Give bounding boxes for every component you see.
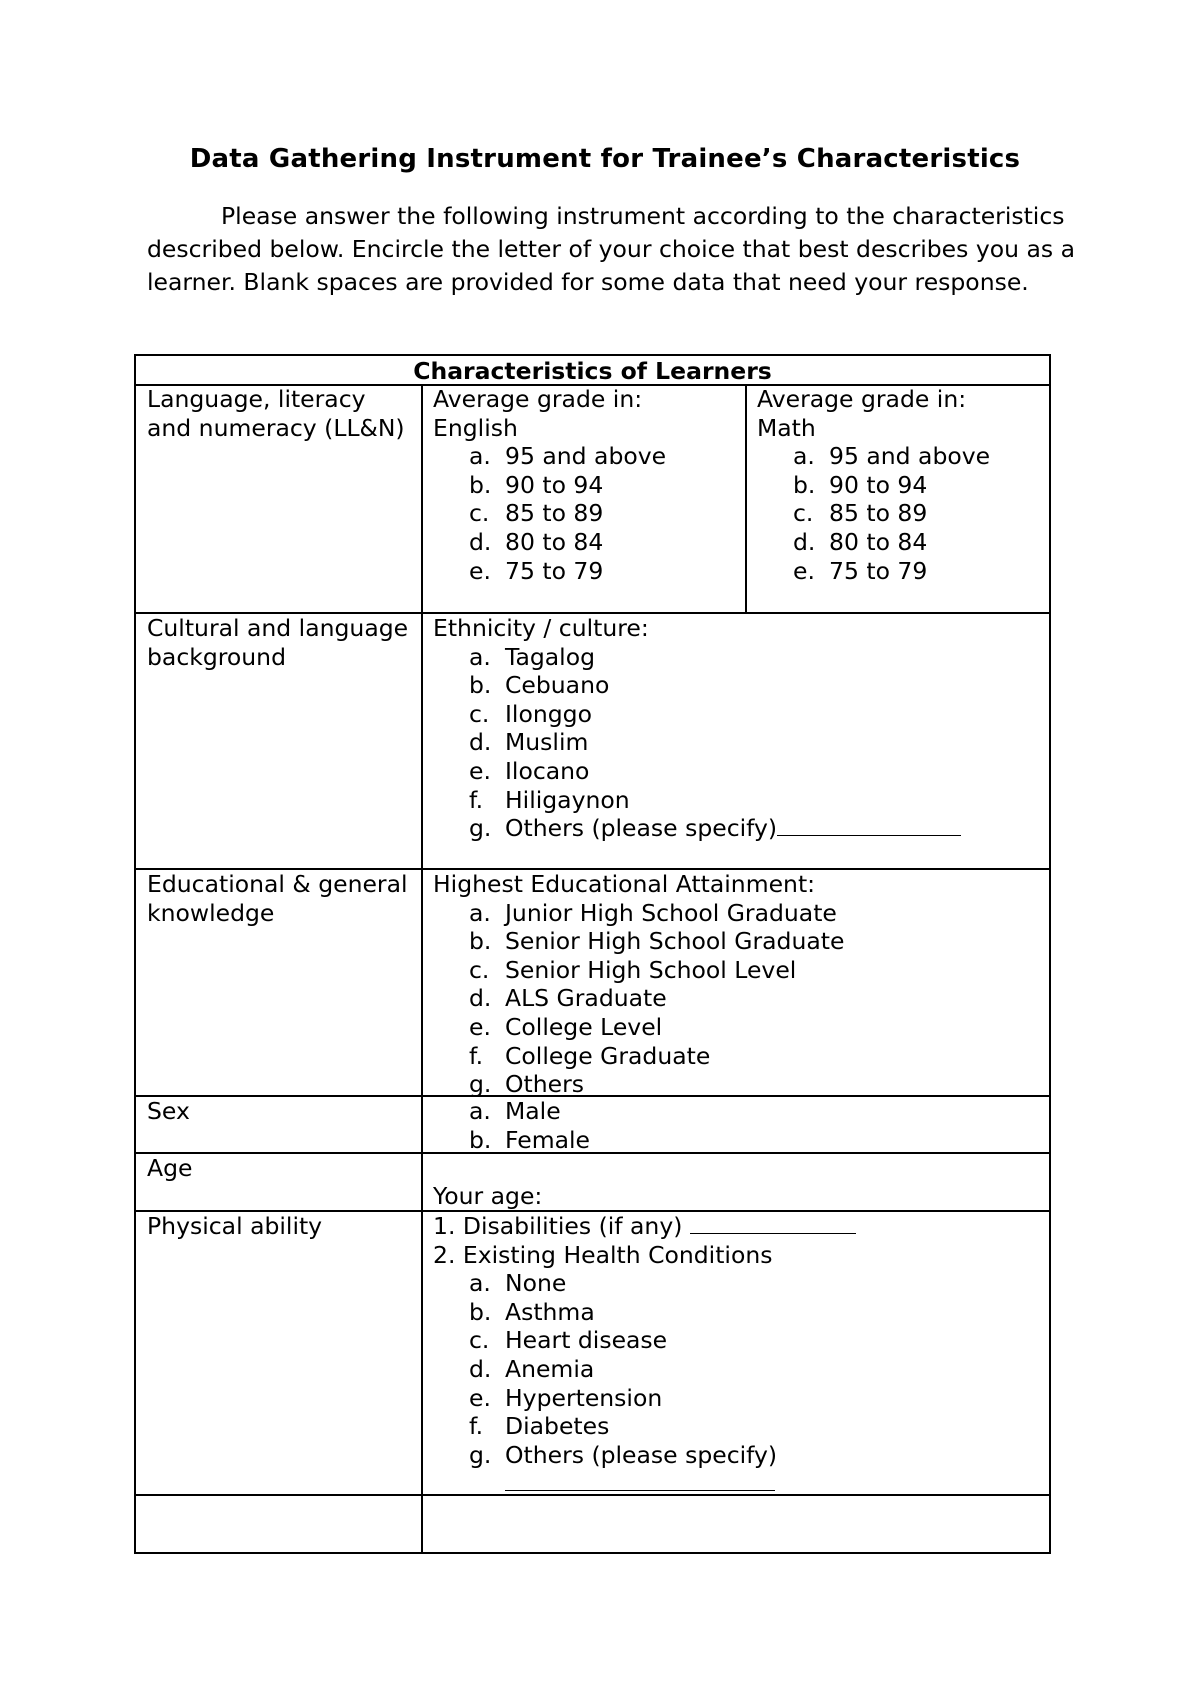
row-label-sex: Sex [147,1097,190,1125]
option-item[interactable]: g. Others (please specify) [469,1440,778,1469]
health-options [433,1269,1043,1469]
option-item[interactable]: g. Others [469,1070,584,1099]
math-subject: Math [757,413,816,442]
option-item[interactable]: a. Male [469,1097,561,1125]
physical-cell [433,1212,1043,1497]
option-item[interactable]: d. Anemia [469,1354,595,1383]
culture-options [433,643,1043,843]
option-item[interactable]: d. 80 to 84 [469,527,604,556]
option-item[interactable]: a. Junior High School Graduate [469,898,837,927]
option-item[interactable]: d. ALS Graduate [469,984,667,1013]
table-header: Characteristics of Learners [413,357,772,385]
option-item[interactable]: f. Hiligaynon [469,785,630,814]
education-options [433,899,1043,1099]
option-item[interactable]: a. 95 and above [793,442,991,471]
option-item[interactable]: b. Female [469,1125,590,1154]
math-prompt: Average grade in: [757,385,967,413]
option-item[interactable]: e. 75 to 79 [469,556,604,585]
option-item[interactable]: f. College Graduate [469,1041,711,1070]
option-item[interactable]: c. 85 to 89 [469,499,604,528]
option-item[interactable]: c. Senior High School Level [469,955,797,984]
row-label-llan: Language, literacy and numeracy (LL&N) [147,385,405,442]
education-cell [433,870,1043,1099]
row-label-age: Age [147,1154,193,1182]
math-grade-cell [757,385,1047,585]
option-item[interactable]: a. 95 and above [469,442,667,471]
option-item[interactable]: e. 75 to 79 [793,556,928,585]
option-item[interactable]: c. Heart disease [469,1326,668,1355]
culture-prompt: Ethnicity / culture: [433,614,649,642]
english-subject: English [433,413,518,442]
age-prompt: Your age: [433,1182,543,1210]
option-item[interactable]: b. Senior High School Graduate [469,927,845,956]
sex-cell [433,1097,1043,1154]
row-label-culture: Cultural and language background [147,614,409,671]
row-label-physical: Physical ability [147,1212,323,1240]
column-divider [745,384,747,612]
english-options [433,442,743,585]
english-prompt: Average grade in: [433,385,643,413]
culture-cell [433,614,1043,843]
document-title: Data Gathering Instrument for Trainee’s Characteristics [189,144,1021,174]
specify-blank[interactable] [777,815,961,836]
option-item[interactable]: g. Others (please specify) [433,814,1043,843]
characteristics-table [134,354,1051,1554]
instructions-paragraph [147,200,1087,299]
education-prompt: Highest Educational Attainment: [433,870,816,898]
option-item[interactable]: b. 90 to 94 [469,470,604,499]
option-item[interactable]: a. None [469,1269,567,1298]
sex-options [433,1097,1043,1154]
option-item[interactable]: e. Ilocano [469,756,590,785]
option-item[interactable]: b. Asthma [469,1297,595,1326]
row-label-education: Educational & general knowledge [147,870,408,927]
option-item[interactable]: e. Hypertension [469,1383,663,1412]
others-specify-blank[interactable] [505,1470,775,1491]
math-options [757,442,1047,585]
option-item[interactable]: d. Muslim [469,728,589,757]
option-item[interactable]: c. 85 to 89 [793,499,928,528]
disabilities-blank[interactable] [690,1213,856,1234]
health-conditions-label: 2. Existing Health Conditions [433,1240,773,1269]
option-item[interactable]: b. Cebuano [469,671,610,700]
option-item[interactable]: f. Diabetes [469,1412,610,1441]
column-divider [421,384,423,1554]
english-grade-cell [433,385,743,585]
option-item[interactable]: d. 80 to 84 [793,527,928,556]
instructions-text: Please answer the following instrument according to the characteristics described below. Encircle the letter of your choice that best describes you as a learner. Blank spaces are provided for some data that need your response. [147,202,1076,296]
option-item[interactable]: b. 90 to 94 [793,470,928,499]
option-item[interactable]: c. Ilonggo [469,699,592,728]
disabilities-line: 1. Disabilities (if any) [433,1212,1043,1241]
option-item[interactable]: e. College Level [469,1012,663,1041]
option-item[interactable]: a. Tagalog [469,642,596,671]
others-specify-line [433,1469,1043,1497]
